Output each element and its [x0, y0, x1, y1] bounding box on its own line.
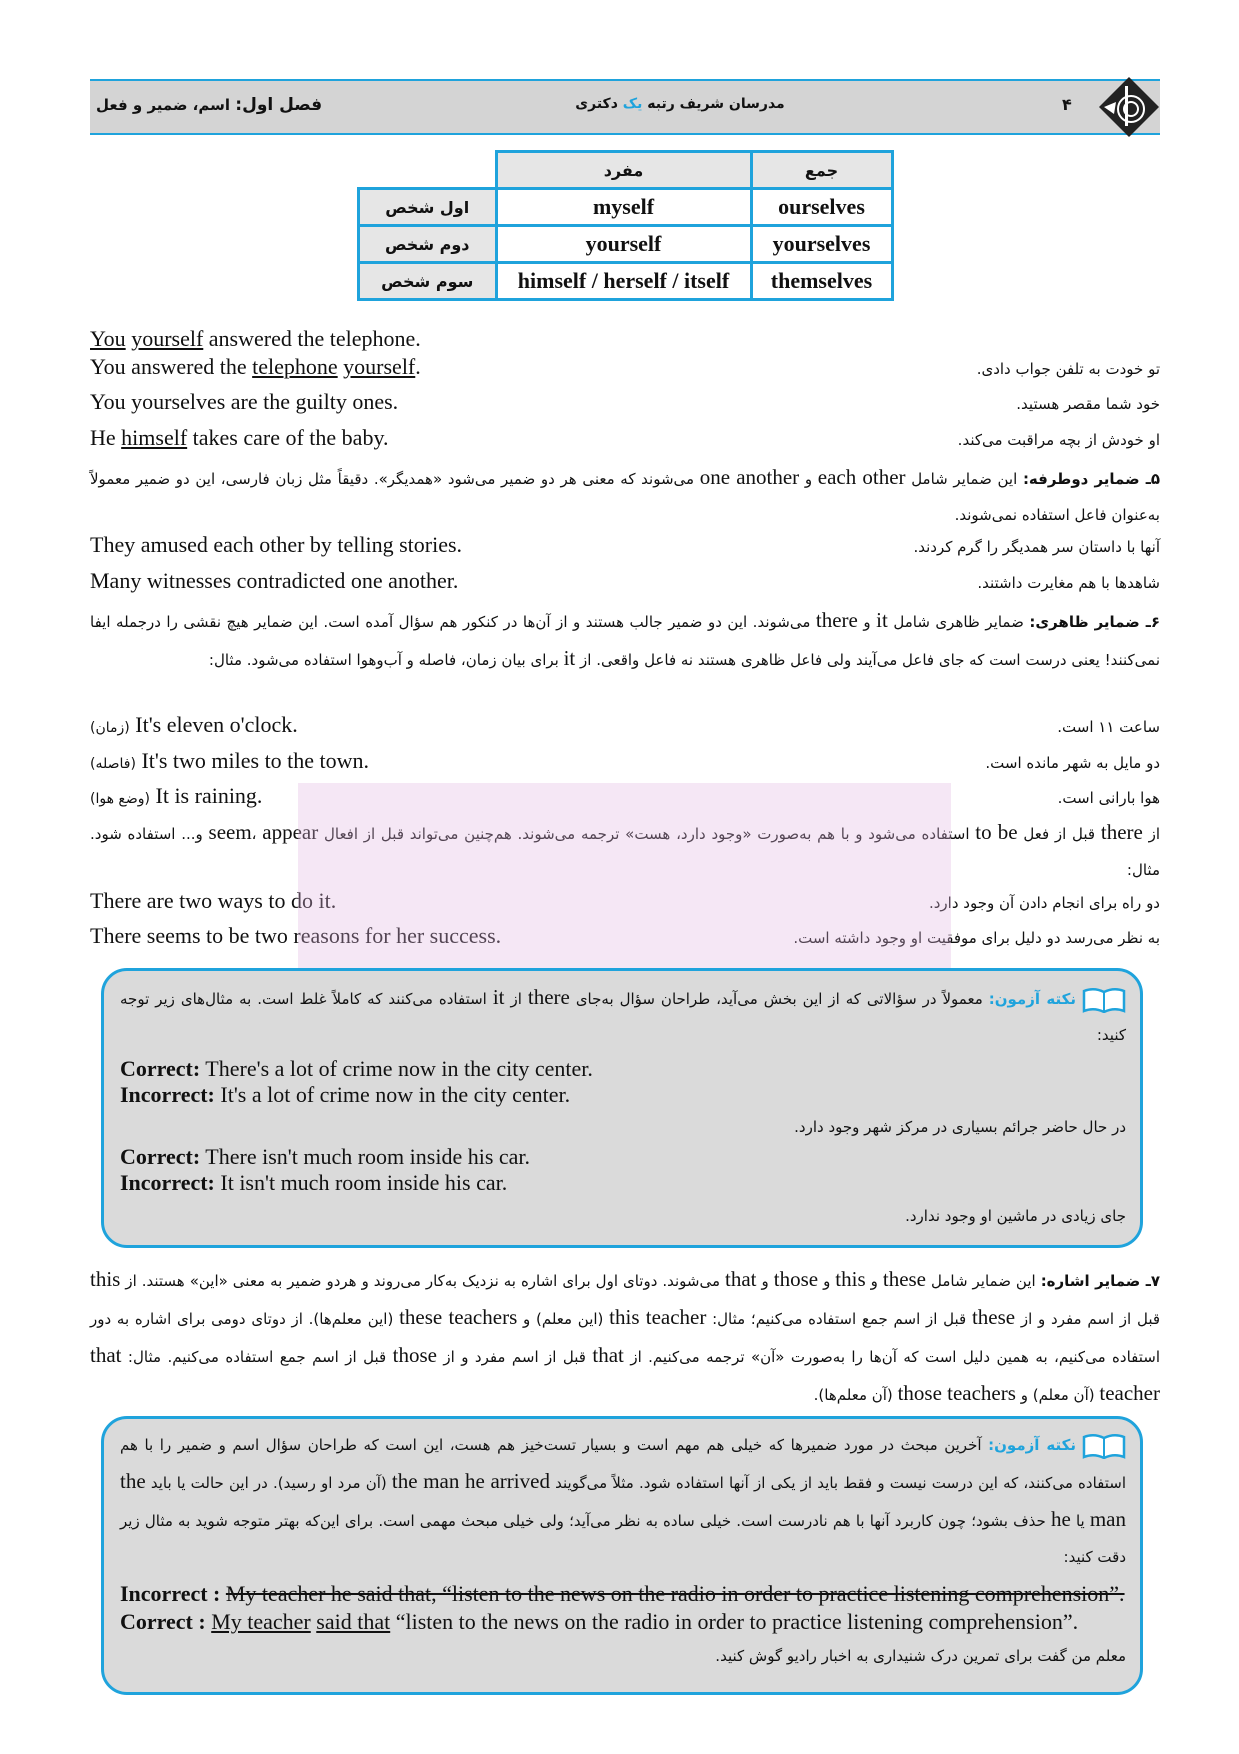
underlined-word: said that — [316, 1609, 391, 1634]
text: takes care of the baby. — [187, 425, 389, 450]
open-book-icon — [1082, 987, 1126, 1013]
english-term: it — [563, 646, 576, 670]
text: و... استفاده شود. مثال: — [90, 825, 1160, 879]
open-book-icon — [1082, 1433, 1126, 1459]
underlined-word: telephone — [252, 354, 338, 379]
example-sentence — [90, 783, 262, 809]
label: Incorrect: — [120, 1082, 215, 1107]
table-row — [359, 263, 893, 300]
english-term: these — [971, 1305, 1016, 1329]
english-term: seem — [208, 820, 252, 844]
translation: به نظر می‌رسد دو دلیل برای موفقیت او وجود داشته است. — [793, 929, 1160, 947]
english-term: he — [1050, 1507, 1071, 1531]
text: از — [504, 990, 528, 1008]
translation: در حال حاضر جرائم بسیاری در مرکز شهر وجود دارد. — [794, 1118, 1126, 1136]
struck-text: My teacher he said that, “listen to the news on the radio in order to practice listening comprehension”. — [225, 1581, 1125, 1606]
text: It is raining. — [155, 783, 263, 808]
text: آخرین مبحث در مورد ضمیرها که خیلی هم مهم است و بسیار تست‌خیز هم هست، این است که طراحان سؤال اسم و ضمیر را با هم استفاده می‌کنند، که این درست نیست و فقط باید از یکی از آنها استفاده شود. مثلاً می‌گویند — [120, 1436, 1126, 1492]
col-header-singular: مفرد — [496, 152, 751, 189]
text: می‌شوند که معنی هر دو ضمیر می‌شود «همدیگر». دقیقاً مثل زبان فارسی، این دو ضمیر معمولاً به‌عنوان فاعل استفاده نمی‌شوند. — [90, 470, 1160, 524]
text: (این معلم‌ها). از دوتای دومی برای اشاره به دور استفاده می‌کنیم، به همین دلیل است که آن‌ها را به‌صورت «آن» ترجمه می‌کنیم. از — [90, 1310, 1160, 1366]
translation: شاهدها با هم مغایرت داشتند. — [977, 574, 1160, 592]
text: و — [799, 470, 818, 488]
text: می‌شوند. این دو ضمیر جالب هستند و از آن‌ها در کنکور هم سؤال آمده است. این ضمایر هیچ نقشی را درجمله ایفا نمی‌کنند! یعنی درست است که جای فاعل می‌آیند ولی فاعل ظاهری هستند نه فاعل واقعی. از — [90, 613, 1160, 669]
underlined-word: yourself — [131, 326, 204, 351]
text: You answered the — [90, 354, 253, 379]
example-sentence — [90, 748, 369, 774]
table-corner — [359, 152, 497, 189]
row-header: سوم شخص — [359, 263, 497, 300]
cell-singular: yourself — [496, 226, 751, 263]
example-sentence — [90, 354, 421, 380]
english-term: one another — [699, 465, 800, 489]
text: (آن معلم‌ها). — [813, 1386, 898, 1404]
text: (این معلم) و — [517, 1310, 610, 1328]
english-term: these teachers — [399, 1305, 518, 1329]
english-term: these — [882, 1267, 927, 1291]
text: . — [415, 354, 421, 379]
book-title-accent: یک — [622, 96, 643, 112]
cell-singular: myself — [496, 189, 751, 226]
text: ضمایر ظاهری شامل — [887, 613, 1030, 631]
english-term: there — [815, 608, 858, 632]
translation: ساعت ۱۱ است. — [1057, 718, 1160, 736]
text: قبل از اسم جمع استفاده می‌کنیم. مثال: — [121, 1348, 393, 1366]
english-term: those teachers — [897, 1381, 1016, 1405]
table-row — [359, 189, 893, 226]
example-sentence: There are two ways to do it. — [90, 888, 337, 913]
english-term: this teacher — [609, 1305, 707, 1329]
section-6-paragraph-2 — [90, 814, 1160, 888]
text: این ضمایر شامل — [905, 470, 1023, 488]
text: There's a lot of crime now in the city center. — [200, 1056, 593, 1081]
text: یا — [1070, 1512, 1090, 1530]
exam-tip-title — [988, 1436, 1126, 1454]
translation: آنها با داستان سر همدیگر را گرم کردند. — [913, 538, 1160, 556]
section-6-paragraph — [90, 602, 1160, 678]
example-tag: (فاصله) — [90, 756, 136, 772]
english-term: it — [492, 985, 505, 1009]
text: answered the telephone. — [203, 326, 421, 351]
text: و — [818, 1272, 836, 1290]
english-term: there — [527, 985, 570, 1009]
label: Incorrect : — [120, 1581, 221, 1606]
english-term: it — [876, 608, 888, 632]
reflexive-pronoun-table — [357, 150, 894, 301]
english-term: that — [725, 1267, 757, 1291]
table-row — [359, 226, 893, 263]
example-sentence: You yourselves are the guilty ones. — [90, 389, 399, 414]
text: He — [90, 425, 122, 450]
text: It's two miles to the town. — [141, 748, 370, 773]
example-tag: (وضع هوا) — [90, 791, 150, 807]
correct-example — [120, 1056, 593, 1082]
text: It's a lot of crime now in the city center. — [214, 1082, 571, 1107]
exam-tip-box — [101, 968, 1143, 1248]
text: ، — [251, 825, 263, 843]
text: It's eleven o'clock. — [135, 712, 298, 737]
title-text: نکته آزمون: — [988, 1436, 1076, 1454]
publisher-logo-icon — [1098, 76, 1160, 138]
text: It isn't much room inside his car. — [214, 1170, 508, 1195]
col-header-plural: جمع — [751, 152, 892, 189]
example-tag: (زمان) — [90, 720, 130, 736]
book-title-part: مدرسان شریف رتبه — [647, 96, 785, 112]
correct-example — [120, 1609, 1078, 1635]
example-sentence: They amused each other by telling stories. — [90, 532, 463, 557]
translation: تو خودت به تلفن جواب دادی. — [976, 360, 1160, 378]
label: Correct : — [120, 1609, 206, 1634]
cell-plural: yourselves — [751, 226, 892, 263]
text: استفاده می‌کنند که کاملاً غلط است. به مثال‌های زیر توجه کنید: — [120, 990, 1126, 1044]
english-term: the man — [120, 1469, 1126, 1531]
example-sentence — [90, 712, 298, 738]
english-term: this — [90, 1267, 121, 1291]
text: قبل از اسم جمع استفاده می‌کنیم؛ مثال: — [706, 1310, 972, 1328]
text: There isn't much room inside his car. — [200, 1144, 531, 1169]
underlined-word: My teacher — [211, 1609, 311, 1634]
text: و — [857, 613, 877, 631]
english-term: this — [835, 1267, 866, 1291]
incorrect-example — [120, 1082, 570, 1108]
section-title: ۷ـ ضمایر اشاره: — [1040, 1272, 1161, 1290]
english-term: to be — [975, 820, 1018, 844]
example-sentence: Many witnesses contradicted one another. — [90, 568, 459, 593]
english-term: that — [592, 1343, 624, 1367]
cell-plural: themselves — [751, 263, 892, 300]
translation: خود شما مقصر هستید. — [1016, 395, 1160, 413]
incorrect-example — [120, 1581, 1125, 1607]
english-term: the man he arrived — [391, 1469, 550, 1493]
exam-tip-box — [101, 1416, 1143, 1695]
text: استفاده می‌شود و با هم به‌صورت «وجود دارد، هست» ترجمه می‌شوند. هم‌چنین می‌تواند قبل از افعال — [318, 825, 976, 843]
text: برای بیان زمان، فاصله و آب‌وهوا استفاده می‌شود. مثال: — [208, 651, 564, 669]
text: و — [865, 1272, 883, 1290]
underlined-word: himself — [121, 425, 188, 450]
translation: جای زیادی در ماشین او وجود ندارد. — [905, 1207, 1126, 1225]
label: Correct: — [120, 1144, 201, 1169]
underlined-word: yourself — [343, 354, 416, 379]
page-header — [90, 79, 1160, 135]
english-term: each other — [817, 465, 906, 489]
section-7-paragraph — [90, 1261, 1160, 1413]
section-5-paragraph — [90, 459, 1160, 533]
english-term: there — [1100, 820, 1143, 844]
example-sentence — [90, 425, 389, 451]
row-header: دوم شخص — [359, 226, 497, 263]
text: از — [1142, 825, 1161, 843]
translation: او خودش از بچه مراقبت می‌کند. — [957, 431, 1160, 449]
title-text: نکته آزمون: — [988, 990, 1076, 1008]
text: و — [756, 1272, 774, 1290]
text: معمولاً در سؤالاتی که از این بخش می‌آید، طراحان سؤال به‌جای — [569, 990, 989, 1008]
book-title-part: دکتری — [575, 96, 618, 112]
label: Incorrect: — [120, 1170, 215, 1195]
label: Correct: — [120, 1056, 201, 1081]
chapter-title — [96, 95, 322, 115]
row-header: اول شخص — [359, 189, 497, 226]
correct-example — [120, 1144, 530, 1170]
english-term: appear — [262, 820, 319, 844]
page-number: ۴ — [1062, 95, 1072, 114]
text: حذف بشود؛ چون کاربرد آنها با هم نادرست است. خیلی ساده به نظر می‌آید؛ ولی خیلی مبحث مهمی است. برای این‌که بهتر متوجه شوید به مثال زیر دقت کنید: — [120, 1512, 1126, 1566]
chapter-name: اسم، ضمیر و فعل — [96, 96, 231, 114]
english-term: that teacher — [90, 1343, 1160, 1405]
exam-tip-text — [120, 1427, 1126, 1575]
text: این ضمایر شامل — [926, 1272, 1041, 1290]
exam-tip-text — [120, 979, 1126, 1053]
translation: دو راه برای انجام دادن آن وجود دارد. — [928, 894, 1160, 912]
section-title: ۵ـ ضمایر دوطرفه: — [1022, 470, 1161, 488]
book-title — [530, 96, 830, 112]
english-term: those — [392, 1343, 437, 1367]
text: (آن مرد او رسید). در این حالت یا باید — [145, 1474, 392, 1492]
section-title: ۶ـ ضمایر ظاهری: — [1029, 613, 1160, 631]
translation: معلم من گفت برای تمرین درک شنیداری به اخبار رادیو گوش کنید. — [715, 1647, 1126, 1665]
text: قبل از اسم مفرد و از — [1015, 1310, 1161, 1328]
exam-tip-title — [989, 990, 1126, 1008]
underlined-word: You — [90, 326, 126, 351]
translation: هوا بارانی است. — [1057, 789, 1160, 807]
incorrect-example — [120, 1170, 507, 1196]
text: قبل از اسم مفرد و از — [436, 1348, 593, 1366]
english-term: those — [773, 1267, 819, 1291]
text: قبل از فعل — [1017, 825, 1101, 843]
translation: دو مایل به شهر مانده است. — [985, 754, 1160, 772]
cell-singular: himself / herself / itself — [496, 263, 751, 300]
text: (آن معلم) و — [1015, 1386, 1100, 1404]
example-sentence — [90, 326, 421, 352]
text: “listen to the news on the radio in order to practice listening comprehension”. — [390, 1609, 1079, 1634]
example-sentence: There seems to be two reasons for her success. — [90, 923, 502, 948]
chapter-label: فصل اول: — [235, 95, 323, 115]
text: می‌شوند. دوتای اول برای اشاره به نزدیک به‌کار می‌روند و هردو ضمیر به معنی «این» هستند. از — [120, 1272, 726, 1290]
cell-plural: ourselves — [751, 189, 892, 226]
